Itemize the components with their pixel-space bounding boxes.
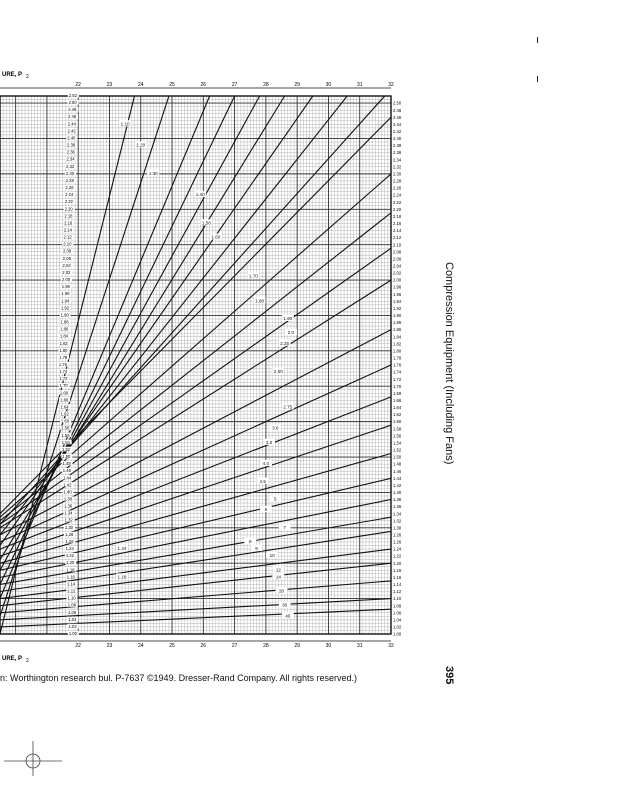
y-tick-label-right: 1.44 <box>393 475 402 481</box>
inner-scale-label: 1.54 <box>61 439 70 445</box>
inner-scale-label: 1.04 <box>68 616 77 622</box>
curve-label: 4.5 <box>259 478 266 484</box>
x-tick-label-top: 22 <box>75 82 81 88</box>
inner-scale-label: 2.02 <box>62 269 71 275</box>
y-tick-label-right: 2.08 <box>393 249 402 255</box>
x-tick-label-top: 27 <box>231 82 238 88</box>
y-tick-label-right: 2.06 <box>393 256 402 262</box>
inner-scale-label: 1.16 <box>66 574 75 580</box>
curve-label: 5 <box>273 496 277 502</box>
y-tick-label-right: 2.30 <box>393 171 402 177</box>
y-tick-label-right: 2.36 <box>393 150 402 156</box>
inner-scale-label: 1.08 <box>67 602 76 608</box>
y-tick-label-right: 2.20 <box>393 206 402 212</box>
curve-label: 1.10 <box>120 121 130 127</box>
inner-scale-label: 1.78 <box>59 354 68 360</box>
top-axis-label: URE, P <box>2 72 23 78</box>
inner-scale-label: 2.20 <box>64 206 73 212</box>
y-tick-label-right: 1.36 <box>393 504 402 510</box>
y-tick-label-right: 2.38 <box>393 143 402 149</box>
y-tick-label-right: 2.24 <box>393 192 402 198</box>
y-tick-label-right: 1.12 <box>393 589 402 595</box>
inner-scale-label: 2.12 <box>63 234 72 240</box>
inner-scale-label: 1.14 <box>66 581 76 587</box>
x-tick-label-top: 26 <box>200 82 207 88</box>
inner-scale-label: 1.38 <box>63 496 72 502</box>
y-tick-label-right: 1.02 <box>393 624 402 630</box>
inner-scale-label: 1.24 <box>65 546 74 552</box>
curve-label: 12 <box>275 567 281 573</box>
y-tick-label-right: 1.32 <box>393 518 402 524</box>
figure-caption: n: Worthington research bul. P-7637 ©1949. Dresser-Rand Company. All rights reserved.) <box>0 673 357 683</box>
inner-scale-label: 2.42 <box>67 128 76 134</box>
inner-scale-label: 1.92 <box>60 305 70 311</box>
y-tick-label-right: 2.26 <box>393 185 402 191</box>
y-tick-label-right: 2.34 <box>393 157 402 163</box>
y-tick-label-right: 1.78 <box>393 355 402 361</box>
inner-scale-label: 1.80 <box>59 347 68 353</box>
inner-scale-label: 1.62 <box>60 411 69 417</box>
curve-label: 1.60 <box>211 234 221 240</box>
x-tick-label-top: 30 <box>325 82 332 88</box>
bottom-axis-label-subscript: 2 <box>26 658 29 664</box>
inner-scale-label: 1.86 <box>60 326 69 332</box>
inner-scale-label: 1.60 <box>60 418 70 424</box>
inner-scale-label: 1.46 <box>62 468 71 474</box>
curve-label: 6 <box>264 507 268 513</box>
y-tick-label-right: 1.00 <box>393 631 402 637</box>
x-tick-label-bottom: 24 <box>137 643 144 649</box>
y-tick-label-right: 2.22 <box>393 199 402 205</box>
y-tick-label-right: 2.32 <box>393 164 402 170</box>
inner-scale-label: 1.34 <box>64 510 73 516</box>
inner-scale-label: 2.36 <box>66 149 75 155</box>
curve-label: 4.0 <box>262 461 270 467</box>
y-tick-label-right: 1.84 <box>393 334 402 340</box>
inner-scale-label: 1.50 <box>62 454 71 460</box>
x-tick-label-bottom: 28 <box>263 643 269 649</box>
y-tick-label-right: 1.82 <box>393 341 402 347</box>
y-tick-label-right: 1.22 <box>393 553 402 559</box>
inner-scale-label: 2.10 <box>63 241 72 247</box>
series-line-20 <box>0 581 391 613</box>
inner-scale-label: 1.44 <box>63 475 72 481</box>
y-tick-label-right: 1.92 <box>393 305 402 311</box>
y-tick-label-right: 2.44 <box>393 121 402 127</box>
y-tick-label-right: 2.50 <box>393 100 402 106</box>
series-line-6 <box>0 454 391 564</box>
y-tick-label-right: 1.18 <box>393 567 402 573</box>
inner-scale-label: 1.18 <box>66 567 75 573</box>
y-tick-label-right: 2.28 <box>393 178 402 184</box>
inner-scale-label: 2.24 <box>65 192 74 198</box>
y-tick-label-right: 1.20 <box>393 560 402 566</box>
series-line-4.5 <box>0 397 391 552</box>
curve-label: 1.30 <box>148 170 158 176</box>
y-tick-label-right: 1.88 <box>393 320 402 326</box>
inner-scale-label: 2.40 <box>67 135 76 141</box>
curve-label: 2.25 <box>280 340 290 346</box>
inner-scale-label: 2.46 <box>68 114 77 120</box>
top-axis-label-subscript: 2 <box>26 74 29 80</box>
x-tick-label-top: 29 <box>294 82 300 88</box>
y-tick-label-right: 1.46 <box>393 468 402 474</box>
y-tick-label-right: 1.28 <box>393 532 402 538</box>
y-tick-label-right: 2.00 <box>393 277 402 283</box>
curve-label: 8 <box>248 538 252 544</box>
inner-scale-label: 1.30 <box>64 524 74 530</box>
inner-scale-label: 1.48 <box>62 461 71 467</box>
series-line-1.90 <box>0 96 385 524</box>
curve-label: 30 <box>282 602 288 608</box>
curve-label: 40 <box>285 613 291 619</box>
inner-scale-label: 2.30 <box>65 170 75 176</box>
inner-scale-label: 2.06 <box>62 255 71 261</box>
y-tick-label-right: 1.70 <box>393 383 402 389</box>
x-tick-label-top: 31 <box>356 82 363 88</box>
y-tick-label-right: 1.56 <box>393 433 402 439</box>
y-tick-label-right: 2.12 <box>393 235 402 241</box>
y-tick-label-right: 1.66 <box>393 397 402 403</box>
y-tick-label-right: 1.98 <box>393 284 402 290</box>
inner-scale-label: 2.08 <box>63 248 72 254</box>
y-tick-label-right: 1.14 <box>393 582 402 588</box>
y-tick-label-right: 1.10 <box>393 596 402 602</box>
x-tick-label-top: 25 <box>169 82 175 88</box>
inner-scale-label: 1.26 <box>65 538 74 544</box>
curve-label: 3.5 <box>265 439 273 445</box>
curve-label: 1.18 <box>117 574 127 580</box>
curve-label: 1.90 <box>283 315 293 321</box>
y-tick-label-right: 1.42 <box>393 482 402 488</box>
inner-scale-label: 2.50 <box>68 100 77 106</box>
inner-scale-label: 2.28 <box>65 177 74 183</box>
curve-label: 9 <box>255 546 258 552</box>
y-tick-label-right: 1.08 <box>393 603 402 609</box>
y-tick-label-right: 1.90 <box>393 313 402 319</box>
y-tick-label-right: 1.76 <box>393 362 402 368</box>
curve-label: 1.70 <box>248 273 258 279</box>
inner-scale-label: 1.82 <box>59 340 68 346</box>
y-tick-label-right: 1.38 <box>393 497 402 503</box>
inner-scale-label: 1.32 <box>64 517 73 523</box>
side-running-title: Compression Equipment (Including Fans) <box>443 262 455 465</box>
y-tick-label-right: 1.62 <box>393 412 402 418</box>
x-tick-label-top: 28 <box>263 82 269 88</box>
inner-scale-label: 2.16 <box>64 220 73 226</box>
inner-scale-label: 1.56 <box>61 432 70 438</box>
inner-scale-label: 1.36 <box>64 503 73 509</box>
curve-label: 3.0 <box>272 425 279 431</box>
inner-scale-label: 2.34 <box>66 156 75 162</box>
inner-scale-label: 1.02 <box>68 623 77 629</box>
inner-scale-label: 2.26 <box>65 185 74 191</box>
curve-label: 14 <box>275 574 281 580</box>
y-tick-label-right: 1.40 <box>393 490 402 496</box>
curve-label: 1.40 <box>195 192 205 198</box>
x-tick-label-top: 23 <box>106 82 113 88</box>
inner-scale-label: 1.98 <box>61 284 70 290</box>
x-tick-label-bottom: 25 <box>169 643 175 649</box>
crop-mark-top <box>537 37 538 43</box>
curve-label: 2.75 <box>283 404 293 410</box>
inner-scale-label: 1.90 <box>60 312 69 318</box>
bottom-axis-label: URE, P <box>2 656 23 662</box>
inner-scale-label: 1.52 <box>61 446 71 452</box>
x-tick-label-bottom: 27 <box>231 643 238 649</box>
y-tick-label-right: 1.34 <box>393 511 402 517</box>
x-tick-label-bottom: 22 <box>75 643 81 649</box>
y-tick-label-right: 2.16 <box>393 221 402 227</box>
inner-scale-label: 1.66 <box>60 397 69 403</box>
y-tick-label-right: 2.46 <box>393 114 402 120</box>
inner-scale-label: 2.38 <box>66 142 76 148</box>
y-tick-label-right: 1.68 <box>393 390 402 396</box>
curve-label: 1.24 <box>117 546 127 552</box>
inner-scale-label: 1.68 <box>59 390 69 396</box>
inner-scale-label: 1.58 <box>61 425 70 431</box>
inner-scale-label: 1.70 <box>59 383 68 389</box>
inner-scale-label: 1.72 <box>59 376 68 382</box>
inner-scale-label: 2.52 <box>68 93 77 98</box>
inner-scale-label: 2.00 <box>61 277 71 283</box>
crosshair-registration-mark <box>4 741 62 776</box>
y-tick-label-right: 1.16 <box>393 574 402 580</box>
y-tick-label-right: 1.74 <box>393 369 402 375</box>
y-tick-label-right: 1.24 <box>393 546 402 552</box>
y-tick-label-right: 1.06 <box>393 610 402 616</box>
y-tick-label-right: 1.96 <box>393 291 402 297</box>
inner-scale-label: 1.84 <box>59 333 69 339</box>
x-tick-label-top: 24 <box>137 82 144 88</box>
x-tick-label-bottom: 26 <box>200 643 207 649</box>
inner-scale-label: 1.74 <box>59 369 68 375</box>
y-tick-label-right: 1.80 <box>393 348 402 354</box>
inner-scale-label: 2.32 <box>66 163 75 169</box>
x-tick-label-bottom: 32 <box>388 643 394 649</box>
y-tick-label-right: 1.48 <box>393 461 402 467</box>
y-tick-label-right: 1.52 <box>393 447 402 453</box>
inner-scale-label: 1.22 <box>65 553 75 559</box>
x-tick-label-bottom: 31 <box>356 643 363 649</box>
crop-mark-upper <box>537 76 538 82</box>
y-tick-label-right: 1.54 <box>393 440 402 446</box>
inner-scale-label: 2.22 <box>64 199 74 205</box>
y-tick-label-right: 1.72 <box>393 376 402 382</box>
y-tick-label-right: 1.94 <box>393 298 402 304</box>
series-line-40 <box>0 609 391 627</box>
x-tick-label-bottom: 29 <box>294 643 300 649</box>
inner-scale-label: 2.44 <box>67 121 76 127</box>
x-tick-label-bottom: 23 <box>106 643 113 649</box>
inner-scale-label: 2.14 <box>63 227 72 233</box>
inner-scale-label: 1.28 <box>65 531 74 537</box>
inner-scale-label: 1.20 <box>66 560 75 566</box>
y-tick-label-right: 1.86 <box>393 327 402 333</box>
inner-scale-label: 1.64 <box>60 404 69 410</box>
inner-scale-label: 1.10 <box>67 595 76 601</box>
curve-label: 2.50 <box>273 369 283 375</box>
curve-label: 1.20 <box>136 142 146 148</box>
page-number: 395 <box>443 666 455 685</box>
curve-label: 1.50 <box>201 220 211 226</box>
inner-scale-label: 1.12 <box>67 588 76 594</box>
y-tick-label-right: 1.60 <box>393 419 402 425</box>
y-tick-label-right: 2.04 <box>393 263 402 269</box>
y-tick-label-right: 1.58 <box>393 426 402 432</box>
y-tick-label-right: 2.42 <box>393 128 402 134</box>
y-tick-label-right: 1.64 <box>393 405 402 411</box>
curve-label: 10 <box>269 553 275 559</box>
y-tick-label-right: 2.18 <box>393 213 402 219</box>
y-tick-label-right: 2.02 <box>393 270 402 276</box>
y-tick-label-right: 1.04 <box>393 617 402 623</box>
inner-scale-label: 1.40 <box>63 489 72 495</box>
inner-scale-label: 1.88 <box>60 319 69 325</box>
inner-scale-label: 1.94 <box>61 298 70 304</box>
y-tick-label-right: 2.14 <box>393 228 402 234</box>
series-line-1.60 <box>0 96 285 560</box>
inner-scale-label: 1.96 <box>61 291 70 297</box>
x-tick-label-top: 32 <box>388 82 394 88</box>
curve-label: 20 <box>278 588 285 594</box>
y-tick-label-right: 1.50 <box>393 454 402 460</box>
inner-scale-label: 1.76 <box>58 362 67 367</box>
curve-label: 2.0 <box>287 330 295 336</box>
inner-scale-label: 1.06 <box>68 609 77 615</box>
inner-scale-label: 2.04 <box>62 262 71 268</box>
curve-label: 7 <box>283 524 286 530</box>
y-tick-label-right: 1.26 <box>393 539 402 545</box>
series-line-10 <box>0 531 391 591</box>
x-tick-label-bottom: 30 <box>325 643 332 649</box>
inner-scale-label: 2.48 <box>68 107 77 113</box>
y-tick-label-right: 2.40 <box>393 136 402 142</box>
y-tick-label-right: 2.10 <box>393 242 402 248</box>
inner-scale-label: 1.00 <box>68 631 77 636</box>
inner-scale-label: 1.42 <box>63 482 72 488</box>
curve-label: 1.80 <box>255 298 265 304</box>
inner-scale-label: 2.18 <box>64 213 73 219</box>
y-tick-label-right: 1.30 <box>393 525 402 531</box>
y-tick-label-right: 2.48 <box>393 107 402 113</box>
